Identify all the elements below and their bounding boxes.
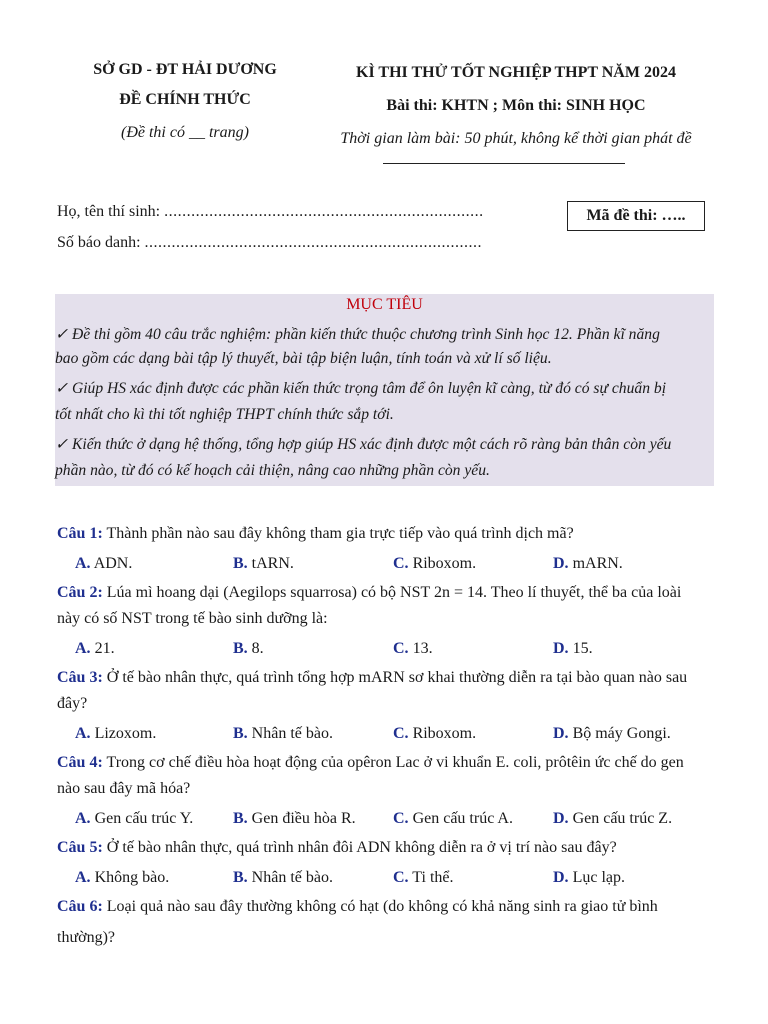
option-letter: D. xyxy=(553,869,569,886)
option-text: mARN. xyxy=(572,555,623,572)
option-d xyxy=(553,725,671,743)
option-text: Nhân tế bào. xyxy=(251,869,333,886)
question-number: Câu 2: xyxy=(57,584,103,601)
option-letter: B. xyxy=(233,810,248,827)
page-count-note: (Đề thi có __ trang) xyxy=(121,124,249,141)
option-text: Gen cấu trúc Y. xyxy=(94,810,194,827)
option-text: Lizoxom. xyxy=(94,725,157,742)
option-d xyxy=(553,869,625,887)
option-b xyxy=(233,640,264,658)
question-text: Ở tế bào nhân thực, quá trình tổng hợp mARN sơ khai thường diễn ra tại bào quan nào sau xyxy=(106,669,688,686)
option-c xyxy=(393,555,476,573)
option-text: 15. xyxy=(572,640,593,657)
option-c xyxy=(393,869,453,887)
option-c xyxy=(393,640,433,658)
option-text: Riboxom. xyxy=(412,555,477,572)
objective-line: ✓ Giúp HS xác định được các phần kiến thức trọng tâm để ôn luyện kĩ càng, từ đó có sự chuẩn bị xyxy=(55,380,667,397)
objective-line: tốt nhất cho kì thi tốt nghiệp THPT chính thức sắp tới. xyxy=(55,406,394,423)
option-letter: A. xyxy=(75,555,91,572)
question-text-continued: đây? xyxy=(57,695,88,712)
option-text: 13. xyxy=(412,640,433,657)
department-name: SỞ GD - ĐT HẢI DƯƠNG xyxy=(93,61,277,78)
question-5 xyxy=(57,839,617,857)
option-text: 8. xyxy=(251,640,264,657)
option-text: Gen cấu trúc A. xyxy=(412,810,513,827)
option-letter: D. xyxy=(553,640,569,657)
objective-line: phần nào, từ đó có kế hoạch cải thiện, nâng cao những phần còn yếu. xyxy=(55,462,490,479)
header-divider xyxy=(383,163,625,164)
candidate-id-dots: ........................................................................... xyxy=(144,234,483,251)
candidate-name-row xyxy=(57,203,484,221)
option-text: Không bào. xyxy=(94,869,170,886)
candidate-name-label: Họ, tên thí sinh: xyxy=(57,203,161,220)
option-letter: B. xyxy=(233,640,248,657)
exam-subject: Bài thi: KHTN ; Môn thi: SINH HỌC xyxy=(386,97,646,114)
question-1 xyxy=(57,525,574,543)
option-c xyxy=(393,810,513,828)
option-letter: C. xyxy=(393,725,409,742)
objective-line: bao gồm các dạng bài tập lý thuyết, bài tập biện luận, tính toán và xử lí số liệu. xyxy=(55,350,552,367)
option-b xyxy=(233,555,294,573)
option-c xyxy=(393,725,476,743)
option-b xyxy=(233,810,356,828)
option-letter: A. xyxy=(75,725,91,742)
question-number: Câu 1: xyxy=(57,525,103,542)
candidate-id-row xyxy=(57,234,482,252)
objectives-title: MỤC TIÊU xyxy=(346,296,423,313)
option-text: Gen cấu trúc Z. xyxy=(572,810,673,827)
option-letter: A. xyxy=(75,869,91,886)
option-text: Riboxom. xyxy=(412,725,477,742)
option-letter: C. xyxy=(393,640,409,657)
objectives-box xyxy=(55,294,714,486)
option-letter: C. xyxy=(393,869,409,886)
option-letter: D. xyxy=(553,555,569,572)
question-text-continued: này có số NST trong tế bào sinh dưỡng là: xyxy=(57,610,328,627)
option-text: Bộ máy Gongi. xyxy=(572,725,671,742)
option-a xyxy=(75,869,169,887)
option-letter: B. xyxy=(233,555,248,572)
option-b xyxy=(233,869,333,887)
objective-line: ✓ Đề thi gồm 40 câu trắc nghiệm: phần kiến thức thuộc chương trình Sinh học 12. Phần kĩ năng xyxy=(55,326,660,343)
question-text: Loại quả nào sau đây thường không có hạt (do không có khả năng sinh ra giao tử bình xyxy=(106,898,658,915)
objective-line: ✓ Kiến thức ở dạng hệ thống, tổng hợp giúp HS xác định được một cách rõ ràng bản thân còn yếu xyxy=(55,436,672,453)
option-letter: D. xyxy=(553,725,569,742)
option-letter: C. xyxy=(393,810,409,827)
question-text: Ở tế bào nhân thực, quá trình nhân đôi ADN không diễn ra ở vị trí nào sau đây? xyxy=(106,839,617,856)
candidate-id-label: Số báo danh: xyxy=(57,234,141,251)
question-2 xyxy=(57,584,681,602)
option-a xyxy=(75,640,115,658)
option-a xyxy=(75,725,156,743)
question-number: Câu 5: xyxy=(57,839,103,856)
option-text: Nhân tế bào. xyxy=(251,725,333,742)
option-d xyxy=(553,810,672,828)
exam-code-box: Mã đề thi: ….. xyxy=(567,201,705,231)
option-text: 21. xyxy=(94,640,115,657)
option-letter: C. xyxy=(393,555,409,572)
option-a xyxy=(75,555,132,573)
option-d xyxy=(553,640,593,658)
question-number: Câu 4: xyxy=(57,754,103,771)
question-number: Câu 3: xyxy=(57,669,103,686)
option-letter: D. xyxy=(553,810,569,827)
option-letter: A. xyxy=(75,640,91,657)
question-3 xyxy=(57,669,687,687)
question-6 xyxy=(57,898,658,916)
question-text-continued: thường)? xyxy=(57,929,116,946)
option-letter: A. xyxy=(75,810,91,827)
option-letter: B. xyxy=(233,725,248,742)
question-4 xyxy=(57,754,684,772)
option-text: Lục lạp. xyxy=(572,869,625,886)
option-text: ADN. xyxy=(93,555,133,572)
option-a xyxy=(75,810,193,828)
option-d xyxy=(553,555,623,573)
question-text-continued: nào sau đây mã hóa? xyxy=(57,780,191,797)
option-text: Ti thể. xyxy=(412,869,454,886)
option-letter: B. xyxy=(233,869,248,886)
official-label: ĐỀ CHÍNH THỨC xyxy=(119,91,251,108)
question-text: Trong cơ chế điều hòa hoạt động của opêron Lac ở vi khuẩn E. coli, prôtêin ức chế do gen xyxy=(106,754,684,771)
exam-duration: Thời gian làm bài: 50 phút, không kể thời gian phát đề xyxy=(340,130,692,147)
option-b xyxy=(233,725,333,743)
exam-title: KÌ THI THỬ TỐT NGHIỆP THPT NĂM 2024 xyxy=(356,64,676,81)
question-number: Câu 6: xyxy=(57,898,103,915)
candidate-name-dots: ....................................................................... xyxy=(164,203,484,220)
question-text: Thành phần nào sau đây không tham gia trực tiếp vào quá trình dịch mã? xyxy=(106,525,574,542)
question-text: Lúa mì hoang dại (Aegilops squarrosa) có bộ NST 2n = 14. Theo lí thuyết, thể ba của loài xyxy=(106,584,682,601)
option-text: Gen điều hòa R. xyxy=(251,810,356,827)
option-text: tARN. xyxy=(251,555,294,572)
